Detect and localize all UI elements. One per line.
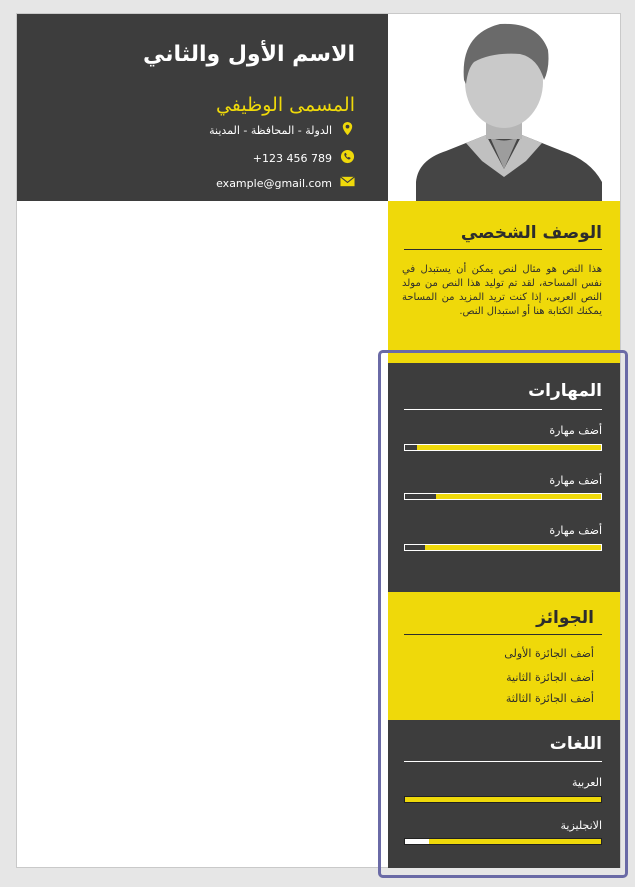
language-label[interactable]: الانجليزية (560, 819, 602, 832)
address-row (209, 121, 355, 139)
language-label[interactable]: العربية (571, 776, 602, 789)
language-bar[interactable] (404, 796, 602, 803)
award-item[interactable]: أضف الجائزة الثانية (506, 671, 594, 684)
profile-title[interactable]: الوصف الشخصي (460, 223, 602, 243)
award-item[interactable]: أضف الجائزة الثالثة (505, 692, 594, 705)
award-item[interactable]: أضف الجائزة الأولى (504, 647, 594, 660)
awards-section (388, 592, 620, 720)
language-bar-empty (405, 839, 429, 844)
email-text[interactable]: example@gmail.com (216, 176, 332, 190)
person-silhouette-icon (388, 14, 620, 201)
skills-section (388, 363, 620, 592)
email-row (216, 174, 355, 192)
skill-bar[interactable] (404, 444, 602, 451)
skill-bar-empty (405, 494, 436, 499)
location-pin-icon (340, 121, 355, 139)
phone-text[interactable]: +123 456 789 (252, 151, 332, 165)
profile-photo[interactable] (388, 14, 620, 201)
languages-section (388, 720, 620, 868)
address-text[interactable]: الدولة - المحافظة - المدينة (209, 123, 332, 137)
awards-title[interactable]: الجوائز (536, 608, 594, 628)
job-title[interactable]: المسمى الوظيفي (215, 94, 355, 116)
awards-divider (404, 634, 602, 635)
skill-label[interactable]: أضف مهارة (549, 524, 602, 537)
profile-section (388, 201, 620, 355)
full-name[interactable]: الاسم الأول والثاني (142, 42, 355, 67)
languages-title[interactable]: اللغات (549, 734, 602, 754)
languages-divider (404, 761, 602, 762)
skill-bar[interactable] (404, 493, 602, 500)
phone-icon (340, 149, 355, 167)
skill-label[interactable]: أضف مهارة (549, 424, 602, 437)
phone-row (253, 149, 355, 167)
skill-bar-empty (405, 545, 425, 550)
language-bar[interactable] (404, 838, 602, 845)
profile-text[interactable]: هذا النص هو مثال لنص يمكن أن يستبدل في نفس المساحة، لقد تم توليد هذا النص من مولد النص العربى، إذا كنت تريد المزيد من المساحة يمكنك الكتابة هنا أو استبدال النص. (402, 264, 602, 317)
skill-bar-empty (405, 445, 417, 450)
envelope-icon (340, 174, 355, 192)
skill-label[interactable]: أضف مهارة (549, 474, 602, 487)
cv-header (17, 14, 388, 201)
skill-bar[interactable] (404, 544, 602, 551)
skills-title[interactable]: المهارات (528, 381, 602, 401)
profile-divider (404, 249, 602, 250)
skills-divider (404, 409, 602, 410)
yellow-gap (388, 355, 620, 363)
